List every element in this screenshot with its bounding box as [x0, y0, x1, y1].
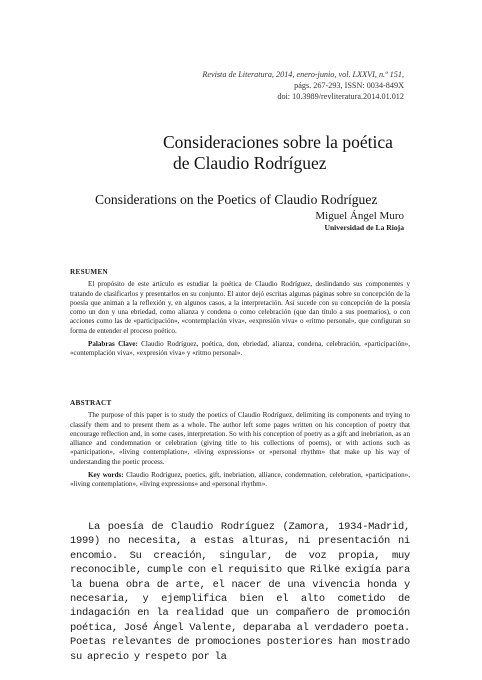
resumen-keywords — [70, 340, 410, 359]
abstract-heading: ABSTRACT — [70, 399, 112, 407]
pages-issn: págs. 267-293, ISSN: 0034-849X — [294, 81, 404, 90]
spanish-title — [163, 132, 412, 174]
author-affiliation: Universidad de La Rioja — [324, 223, 404, 232]
author-name: Miguel Ángel Muro — [315, 210, 404, 222]
body-text — [70, 520, 410, 664]
abstract-keywords-label: Key words: — [88, 471, 124, 480]
abstract-keywords — [70, 471, 410, 490]
abstract-keywords-list: Claudio Rodríguez, poetics, gift, inebriation, alliance, condemnation, celebration, «participation», «living contemplation», «living expressions» and «personal rhythm». — [70, 471, 410, 489]
journal-citation: Revista de Literatura, 2014, enero-junio, vol. LXXVI, n.º 151, — [202, 70, 404, 79]
english-title: Considerations on the Poetics of Claudio Rodríguez — [95, 192, 378, 207]
spanish-title-line1: Consideraciones sobre la poética — [163, 132, 393, 152]
resumen-text: El propósito de este artículo es estudiar la poética de Claudio Rodríguez, deslindando sus componentes y tratando de clasificarlos y presentarlos en su conjunto. El autor dejó escritas algunas páginas sobre su concepción de la poesía que animan a la reflexión y, en algunos casos, a la interpretación. Así sucede con su concepción de la poesía como un don y una ebriedad, como alianza y condena o como celebración (que dan título a sus poemarios), o con acciones como las de «participación», «contemplación viva», «expresión viva» o «ritmo personal», que configuran su forma de entender el proceso poético. — [70, 280, 410, 335]
doi: doi: 10.3989/revliteratura.2014.01.012 — [277, 92, 404, 101]
resumen-section — [70, 268, 410, 359]
abstract-section — [70, 399, 410, 490]
article-titles — [70, 132, 412, 208]
abstract-text: The purpose of this paper is to study the poetics of Claudio Rodríguez, delimiting its components and trying to classify them and to present them as a whole. The author left some pages written on his conception of poetry that encourage reflection and, in some cases, interpretation. So with his conception of poetry as a gift and inebriation, as an alliance and condemnation or celebration (giving title to his collections of poems), or with actions such as «participation», «living contemplation», «living expressions» or «personal rhythm» that make up his way of understanding the poetic process. — [70, 411, 410, 466]
journal-metadata — [104, 69, 404, 102]
resumen-keywords-label: Palabras Clave: — [88, 340, 138, 349]
body-paragraph: La poesía de Claudio Rodríguez (Zamora, 1934-Madrid, 1999) no necesita, a estas alturas, ni presentación ni encomio. Su creación, singular, de voz propia, muy reconocible, cumple con el requisito que Rilke exigía para la buena obra de arte, el nacer de una vivencia honda y necesaria, y ejemplifica bien el alto cometido de indagación en la realidad que un compañero de promoción poética, José Ángel Valente, deparaba al verdadero poeta. Poetas relevantes de promociones posteriores han mostrado su aprecio y respeto por la — [70, 521, 410, 663]
resumen-keywords-list: Claudio Rodríguez, poética, don, ebriedad, alianza, condena, celebración, «participación», «contemplación viva», «expresión viva» y «ritmo personal». — [70, 340, 410, 358]
spanish-title-line2: de Claudio Rodríguez — [173, 153, 327, 173]
resumen-heading: RESUMEN — [70, 268, 109, 276]
author-block — [315, 210, 404, 233]
